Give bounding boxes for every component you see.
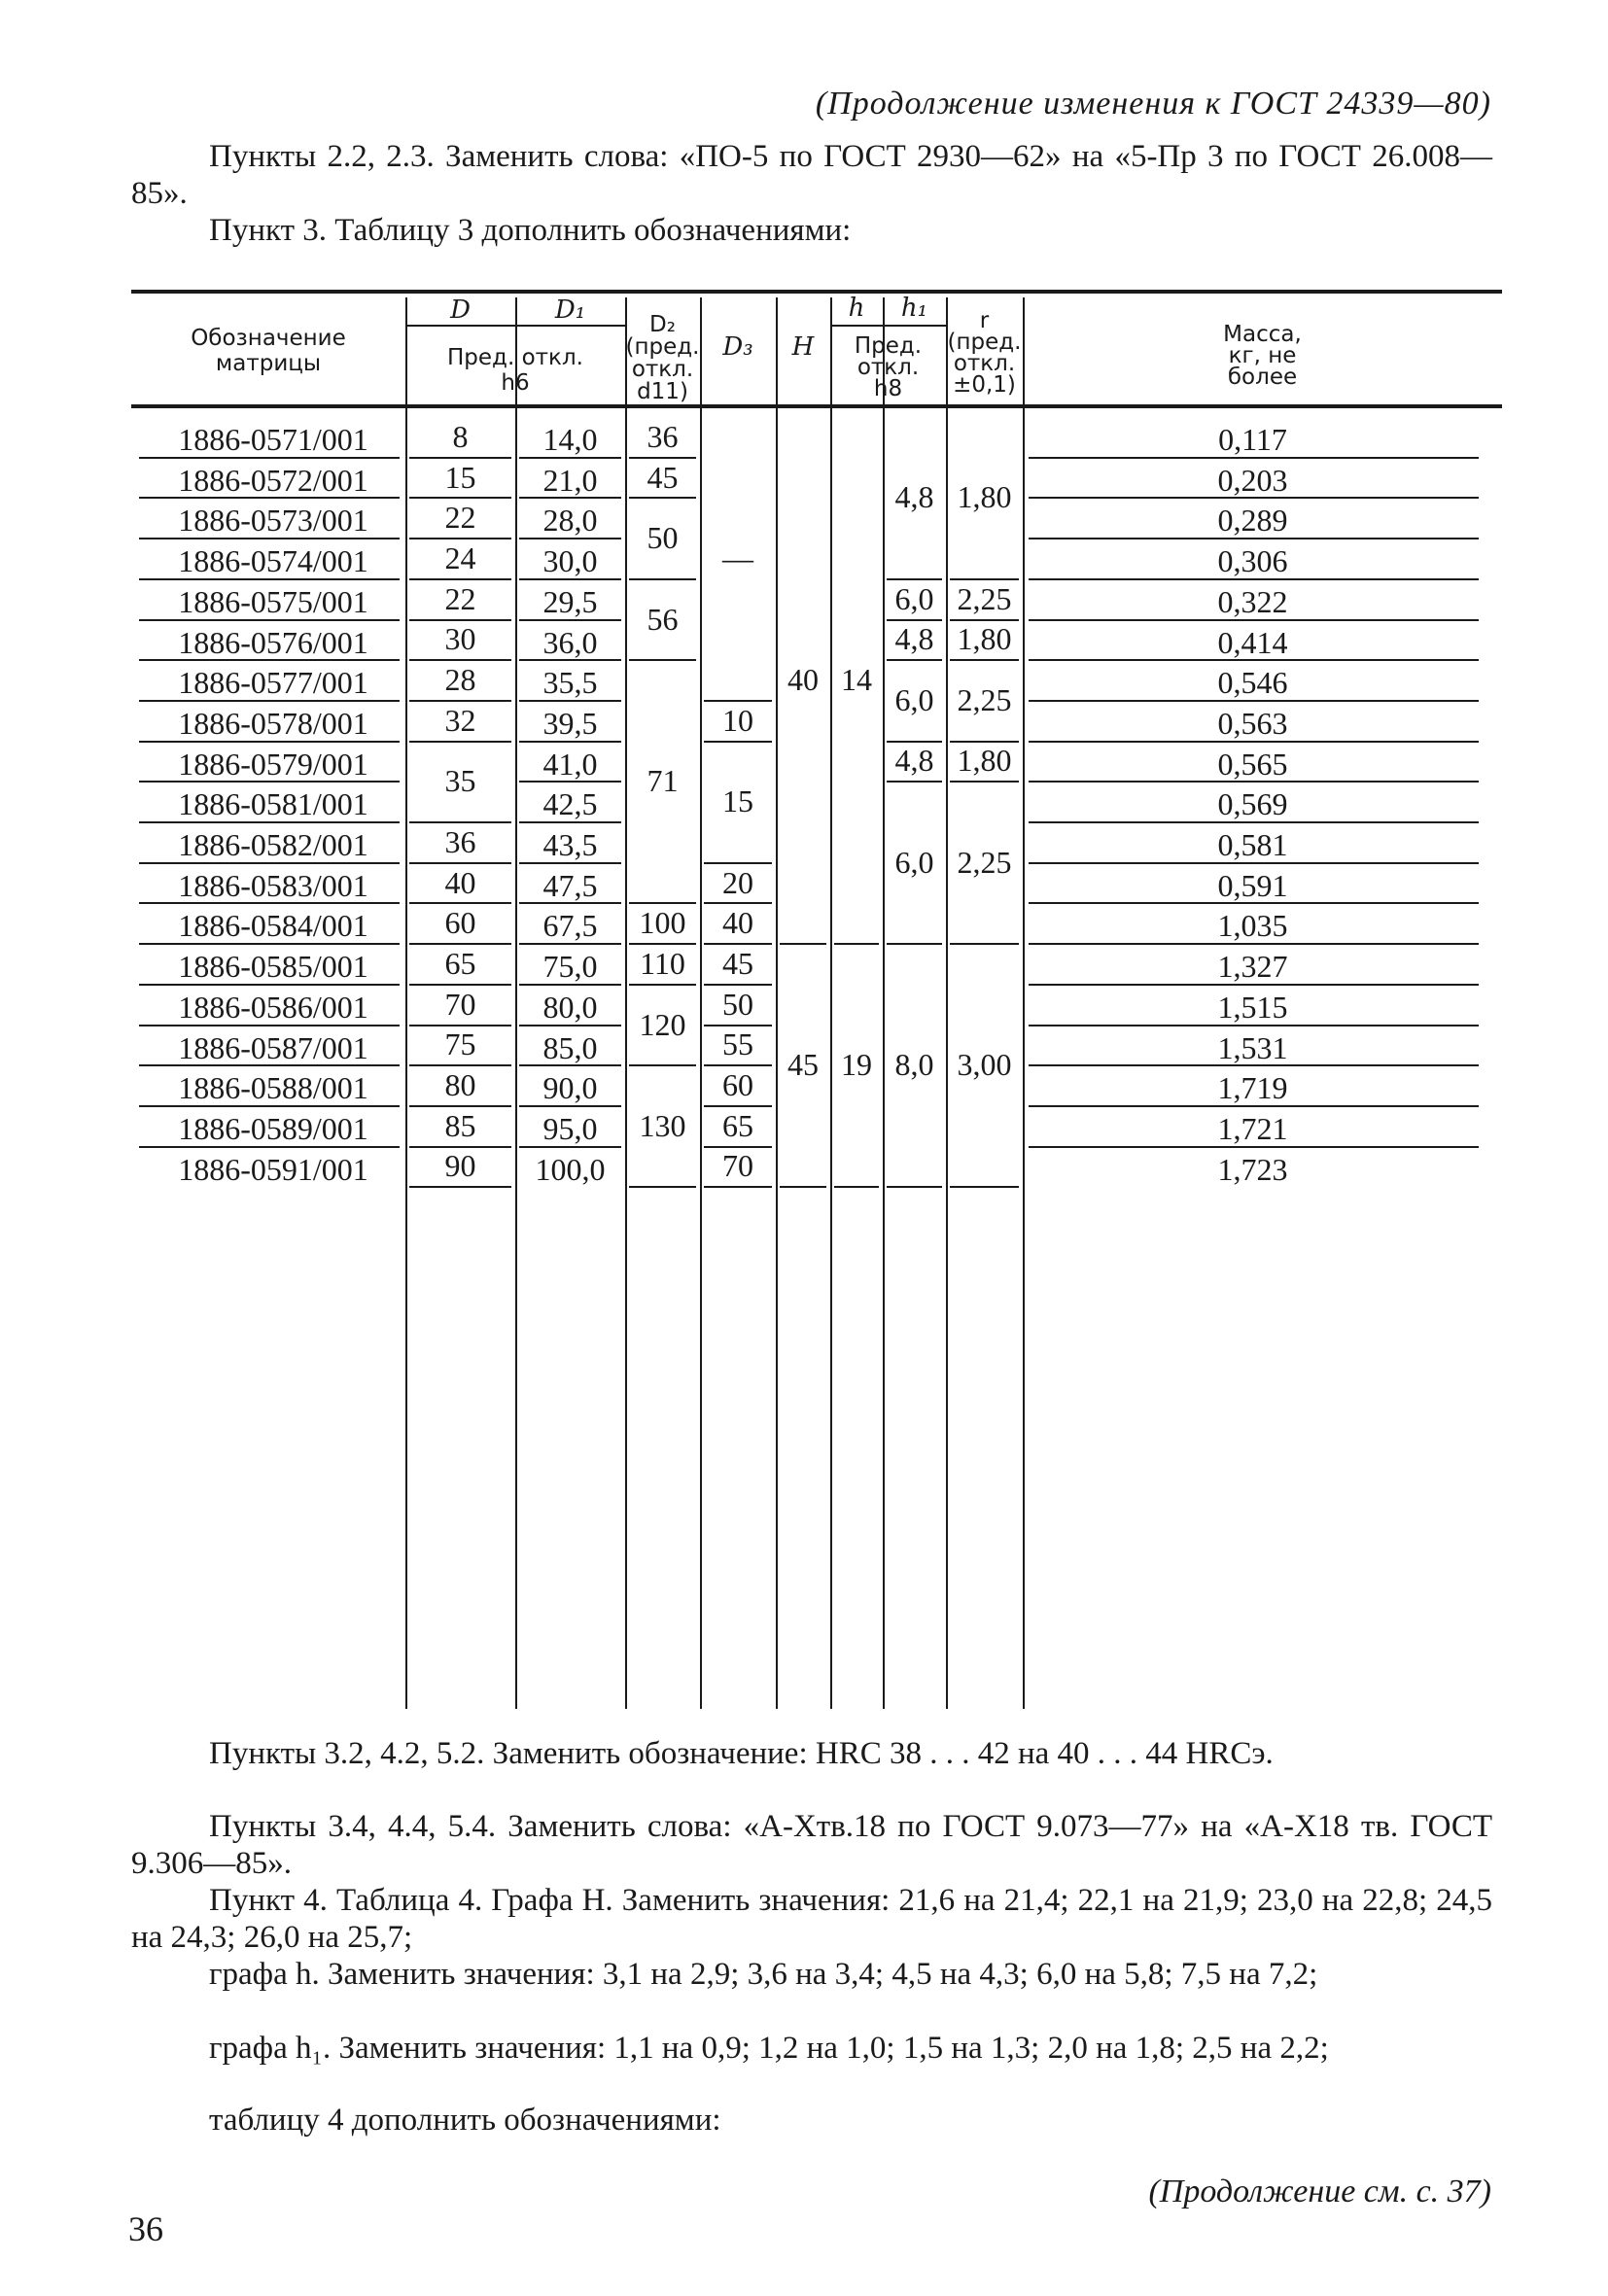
cell-h1: 4,8: [894, 479, 934, 515]
cell-designation: 1886-0585/001: [178, 949, 368, 985]
cell-d3: 15: [722, 783, 753, 819]
row-rule: [139, 781, 400, 783]
cell-d3-rule: [704, 1146, 772, 1148]
cell-mass: 0,591: [1217, 867, 1288, 903]
continuation-footer: (Продолжение см. с. 37): [1148, 2174, 1491, 2209]
cell-r: 1,80: [957, 479, 1012, 515]
cell-d: 32: [444, 702, 476, 738]
paragraph-items-3-2: Пункты 3.2, 4.2, 5.2. Заменить обозначение: HRC 38 . . . 42 на 40 . . . 44 HRCэ.: [209, 1736, 1274, 1771]
cell-h1-rule: [887, 781, 942, 783]
cell-r: 1,80: [957, 743, 1012, 779]
cell-d-rule: [409, 619, 511, 621]
paragraph-items-2-2: Пункты 2.2, 2.3. Заменить слова: «ПО-5 по ГОСТ 2930—62» на «5-Пр 3 по ГОСТ 26.008—85».: [131, 139, 1492, 211]
cell-d1-rule: [519, 578, 621, 580]
cell-mass: 0,414: [1217, 624, 1288, 660]
cell-designation: 1886-0574/001: [178, 543, 368, 579]
cell-d2: 110: [640, 945, 685, 981]
cell-d1-rule: [519, 700, 621, 702]
cell-d3-rule: [704, 902, 772, 904]
cell-d3: 60: [722, 1067, 753, 1103]
row-rule: [139, 741, 400, 743]
cell-d1: 80,0: [542, 989, 598, 1025]
cell-d1: 29,5: [542, 583, 598, 619]
cell-d1-rule: [519, 862, 621, 864]
cell-mass: 0,203: [1217, 462, 1288, 498]
header-d: D: [450, 296, 471, 325]
cell-h1: 6,0: [894, 681, 934, 717]
cell-d1-rule: [519, 457, 621, 459]
header-d2: d11): [637, 379, 688, 404]
cell-d3: 10: [722, 702, 753, 738]
row-rule: [139, 538, 400, 539]
cell-d1-rule: [519, 1025, 621, 1026]
cell-d: 40: [444, 864, 476, 900]
header-mass: Масса,: [1223, 322, 1302, 347]
cell-d: 90: [444, 1148, 476, 1184]
row-rule: [139, 1064, 400, 1066]
cell-mass: 1,515: [1217, 989, 1288, 1025]
cell-d-rule: [409, 1105, 511, 1107]
cell-mass-rule: [1029, 659, 1479, 661]
paragraph-column-h: графа h. Заменить значения: 3,1 на 2,9; 3,6 на 3,4; 4,5 на 4,3; 6,0 на 5,8; 7,5 на 7,2;: [209, 1957, 1318, 1992]
header-dev-h8: Пред.: [854, 333, 923, 359]
cell-mass-rule: [1029, 457, 1479, 459]
cell-d-rule: [409, 943, 511, 945]
column-divider: [776, 297, 778, 1709]
cell-designation: 1886-0591/001: [178, 1151, 368, 1187]
cell-h1: 6,0: [894, 580, 934, 616]
cell-d1-rule: [519, 943, 621, 945]
cell-d: 22: [444, 500, 476, 536]
cell-d1-rule: [519, 902, 621, 904]
cell-d1-rule: [519, 984, 621, 986]
cell-d1: 43,5: [542, 827, 598, 862]
row-rule: [139, 457, 400, 459]
cell-d: 30: [444, 621, 476, 657]
header-d2: откл.: [631, 357, 694, 382]
paragraph-items-3-4: Пункты 3.4, 4.4, 5.4. Заменить слова: «А-Хтв.18 по ГОСТ 9.073—77» на «А-Х18 тв. ГОСТ 9.306—85».: [131, 1809, 1492, 1881]
cell-d-rule: [409, 741, 511, 743]
cell-mass-rule: [1029, 578, 1479, 580]
cell-mass-rule: [1029, 943, 1479, 945]
cell-mass: 1,327: [1217, 949, 1288, 985]
cell-d3: 65: [722, 1107, 753, 1143]
cell-d: 8: [452, 418, 469, 454]
cell-d1: 47,5: [542, 867, 598, 903]
row-rule: [139, 943, 400, 945]
header-h-big: H: [791, 332, 815, 362]
cell-designation: 1886-0576/001: [178, 624, 368, 660]
cell-r: 3,00: [957, 1047, 1012, 1083]
cell-designation: 1886-0579/001: [178, 746, 368, 782]
cell-d2-rule: [629, 497, 696, 499]
cell-d-rule: [409, 821, 511, 823]
cell-d3-rule: [704, 700, 772, 702]
cell-r-rule: [950, 943, 1019, 945]
header-dev-h8: откл.: [856, 355, 920, 380]
cell-d1-rule: [519, 1064, 621, 1066]
paragraph-item-4: Пункт 4. Таблица 4. Графа H. Заменить значения: 21,6 на 21,4; 22,1 на 21,9; 23,0 на 22,8; 24,5 на 24,3; 26,0 на 25,7;: [131, 1883, 1492, 1955]
cell-d3-rule: [704, 1105, 772, 1107]
cell-mass: 0,563: [1217, 705, 1288, 741]
row-rule: [139, 984, 400, 986]
cell-d2-rule: [629, 984, 696, 986]
header-r: (пред.: [947, 330, 1022, 355]
paragraph-table-4: таблицу 4 дополнить обозначениями:: [209, 2103, 721, 2138]
cell-mass-rule: [1029, 1064, 1479, 1066]
cell-r-rule: [950, 659, 1019, 661]
cell-d-rule: [409, 538, 511, 539]
cell-mass: 0,565: [1217, 746, 1288, 782]
cell-d3-rule: [704, 1025, 772, 1026]
column-divider: [625, 297, 627, 1709]
cell-d3-rule: [704, 1064, 772, 1066]
cell-d2: 120: [639, 1006, 686, 1042]
cell-designation: 1886-0573/001: [178, 503, 368, 539]
cell-mass: 0,581: [1217, 827, 1288, 862]
cell-d2: 36: [647, 418, 679, 454]
cell-d1: 36,0: [542, 624, 598, 660]
table-body-rule: [131, 406, 1502, 408]
cell-designation: 1886-0581/001: [178, 786, 368, 822]
cell-d2: 56: [647, 601, 679, 637]
cell-mass: 0,546: [1217, 665, 1288, 701]
header-h1: h₁: [900, 294, 928, 323]
cell-d: 35: [444, 763, 476, 799]
cell-d: 80: [444, 1067, 476, 1103]
row-rule: [139, 1146, 400, 1148]
cell-d1-rule: [519, 1105, 621, 1107]
cell-mass-rule: [1029, 700, 1479, 702]
cell-d3: 70: [722, 1148, 753, 1184]
cell-mass-rule: [1029, 619, 1479, 621]
cell-d1: 30,0: [542, 543, 598, 579]
cell-d1: 41,0: [542, 746, 598, 782]
cell-d-rule: [409, 578, 511, 580]
cell-designation: 1886-0582/001: [178, 827, 368, 862]
cell-h-rule: [834, 943, 879, 945]
cell-r-rule: [950, 1186, 1019, 1188]
cell-designation: 1886-0577/001: [178, 665, 368, 701]
header-mass: более: [1227, 365, 1298, 390]
cell-d2: 45: [647, 459, 679, 495]
row-rule: [139, 1025, 400, 1026]
row-rule: [139, 821, 400, 823]
cell-d3-rule: [704, 862, 772, 864]
cell-d-rule: [409, 1064, 511, 1066]
cell-mass-rule: [1029, 781, 1479, 783]
header-h: h: [848, 294, 865, 323]
paragraph-item-3: Пункт 3. Таблицу 3 дополнить обозначениями:: [209, 213, 852, 248]
cell-mass: 1,721: [1217, 1110, 1288, 1146]
cell-designation: 1886-0589/001: [178, 1110, 368, 1146]
cell-d2-rule: [629, 1064, 696, 1066]
cell-r: 2,25: [957, 681, 1012, 717]
cell-mass: 0,569: [1217, 786, 1288, 822]
cell-d1: 28,0: [542, 503, 598, 539]
cell-d3: —: [722, 539, 753, 575]
column-divider: [830, 297, 832, 1709]
cell-mass-rule: [1029, 821, 1479, 823]
cell-designation: 1886-0571/001: [178, 422, 368, 457]
cell-d: 22: [444, 580, 476, 616]
row-rule: [139, 578, 400, 580]
cell-d2-rule: [629, 943, 696, 945]
cell-d1-rule: [519, 619, 621, 621]
cell-mass: 1,719: [1217, 1070, 1288, 1106]
cell-d: 70: [444, 986, 476, 1022]
cell-designation: 1886-0578/001: [178, 705, 368, 741]
cell-d2-rule: [629, 578, 696, 580]
cell-mass-rule: [1029, 902, 1479, 904]
row-rule: [139, 497, 400, 499]
cell-r: 1,80: [957, 621, 1012, 657]
cell-h1-rule: [887, 659, 942, 661]
cell-h-big: 45: [787, 1047, 819, 1083]
cell-r-rule: [950, 781, 1019, 783]
cell-mass: 1,531: [1217, 1029, 1288, 1065]
cell-d2-rule: [629, 457, 696, 459]
cell-designation: 1886-0572/001: [178, 462, 368, 498]
cell-d-rule: [409, 457, 511, 459]
row-rule: [139, 659, 400, 661]
cell-r-rule: [950, 741, 1019, 743]
header-dev-h6: h6: [501, 370, 530, 396]
header-r: ±0,1): [953, 372, 1016, 398]
row-rule: [139, 862, 400, 864]
cell-d-rule: [409, 1146, 511, 1148]
cell-d3: 40: [722, 905, 753, 941]
cell-d: 28: [444, 662, 476, 698]
cell-r: 2,25: [957, 580, 1012, 616]
cell-d1: 35,5: [542, 665, 598, 701]
cell-d2: 100: [639, 905, 686, 941]
cell-r-rule: [950, 578, 1019, 580]
cell-mass-rule: [1029, 497, 1479, 499]
cell-r: 2,25: [957, 844, 1012, 880]
cell-d3-rule: [704, 1186, 772, 1188]
cell-d2-rule: [629, 1186, 696, 1188]
cell-d: 60: [444, 905, 476, 941]
cell-d3: 50: [722, 986, 753, 1022]
paragraph-column-h1: графа h₁. Заменить значения: 1,1 на 0,9; 1,2 на 1,0; 1,5 на 1,3; 2,0 на 1,8; 2,5 на 2,2;: [209, 2031, 1329, 2066]
cell-d3-rule: [704, 741, 772, 743]
continuation-header: (Продолжение изменения к ГОСТ 24339—80): [815, 86, 1491, 122]
cell-h-big-rule: [780, 1186, 826, 1188]
cell-h-rule: [834, 1186, 879, 1188]
cell-d-rule: [409, 1186, 511, 1188]
cell-d-rule: [409, 497, 511, 499]
cell-d1-rule: [519, 659, 621, 661]
header-h-rule: [830, 325, 946, 327]
cell-d: 36: [444, 823, 476, 859]
cell-d-rule: [409, 862, 511, 864]
table-top-rule: [131, 290, 1502, 294]
cell-d1-rule: [519, 1146, 621, 1148]
cell-designation: 1886-0575/001: [178, 583, 368, 619]
cell-d: 75: [444, 1026, 476, 1062]
cell-d2-rule: [629, 659, 696, 661]
cell-d-rule: [409, 1025, 511, 1026]
cell-d1-rule: [519, 821, 621, 823]
cell-d-rule: [409, 659, 511, 661]
cell-d2-rule: [629, 902, 696, 904]
cell-mass: 0,289: [1217, 503, 1288, 539]
cell-designation: 1886-0586/001: [178, 989, 368, 1025]
cell-d1: 75,0: [542, 949, 598, 985]
cell-mass-rule: [1029, 741, 1479, 743]
cell-d1: 21,0: [542, 462, 598, 498]
cell-mass: 0,117: [1218, 422, 1287, 457]
cell-designation: 1886-0584/001: [178, 908, 368, 944]
row-rule: [139, 619, 400, 621]
cell-d1: 85,0: [542, 1029, 598, 1065]
header-d2: (пред.: [625, 334, 700, 360]
cell-d2: 130: [639, 1107, 686, 1143]
cell-mass: 0,322: [1217, 583, 1288, 619]
cell-d3: 55: [722, 1026, 753, 1062]
cell-d1-rule: [519, 538, 621, 539]
cell-mass: 1,723: [1217, 1151, 1288, 1187]
cell-d1: 39,5: [542, 705, 598, 741]
cell-mass-rule: [1029, 1025, 1479, 1026]
header-designation: Обозначение: [191, 326, 346, 351]
cell-h1: 4,8: [894, 621, 934, 657]
cell-mass: 1,035: [1217, 908, 1288, 944]
header-r: откл.: [953, 351, 1016, 376]
row-rule: [139, 1105, 400, 1107]
cell-d1-rule: [519, 497, 621, 499]
cell-designation: 1886-0588/001: [178, 1070, 368, 1106]
cell-d2: 71: [647, 763, 679, 799]
header-d3: D₃: [722, 332, 753, 362]
row-rule: [139, 700, 400, 702]
cell-designation: 1886-0587/001: [178, 1029, 368, 1065]
cell-h1: 4,8: [894, 743, 934, 779]
header-dev-h8: h8: [873, 376, 903, 401]
cell-d1-rule: [519, 781, 621, 783]
cell-d1: 42,5: [542, 786, 598, 822]
cell-d1-rule: [519, 741, 621, 743]
cell-d1: 67,5: [542, 908, 598, 944]
cell-d3: 45: [722, 945, 753, 981]
cell-h: 19: [841, 1047, 872, 1083]
cell-h1: 6,0: [894, 844, 934, 880]
cell-mass-rule: [1029, 984, 1479, 986]
cell-r-rule: [950, 619, 1019, 621]
cell-mass-rule: [1029, 1146, 1479, 1148]
cell-d1: 14,0: [542, 422, 598, 457]
cell-h-big: 40: [787, 662, 819, 698]
cell-d-rule: [409, 902, 511, 904]
cell-d: 85: [444, 1107, 476, 1143]
cell-h: 14: [841, 662, 872, 698]
cell-d1: 95,0: [542, 1110, 598, 1146]
cell-h1-rule: [887, 1186, 942, 1188]
cell-d2: 50: [647, 520, 679, 556]
cell-h1-rule: [887, 619, 942, 621]
cell-h1-rule: [887, 741, 942, 743]
cell-d3-rule: [704, 943, 772, 945]
cell-d1: 90,0: [542, 1070, 598, 1106]
page-number: 36: [128, 2209, 163, 2248]
header-mass: кг, не: [1228, 343, 1297, 368]
header-r: r: [979, 308, 990, 333]
cell-d: 65: [444, 945, 476, 981]
cell-d3: 20: [722, 864, 753, 900]
row-rule: [139, 902, 400, 904]
cell-h1-rule: [887, 943, 942, 945]
cell-d1: 100,0: [535, 1151, 606, 1187]
cell-designation: 1886-0583/001: [178, 867, 368, 903]
cell-mass-rule: [1029, 1105, 1479, 1107]
header-dev-h6: Пред. откл.: [447, 345, 583, 370]
cell-d-rule: [409, 984, 511, 986]
cell-h1-rule: [887, 578, 942, 580]
matrix-table: [131, 290, 1502, 1709]
cell-d: 15: [444, 459, 476, 495]
header-d-rule: [405, 325, 625, 327]
cell-d3-rule: [704, 984, 772, 986]
cell-d-rule: [409, 700, 511, 702]
header-d2: D₂: [649, 312, 676, 337]
cell-h-big-rule: [780, 943, 826, 945]
cell-h1: 8,0: [894, 1047, 934, 1083]
cell-mass: 0,306: [1217, 543, 1288, 579]
header-designation: матрицы: [215, 351, 322, 376]
cell-mass-rule: [1029, 862, 1479, 864]
cell-mass-rule: [1029, 538, 1479, 539]
header-d1: D₁: [554, 296, 586, 325]
cell-d: 24: [444, 539, 476, 575]
